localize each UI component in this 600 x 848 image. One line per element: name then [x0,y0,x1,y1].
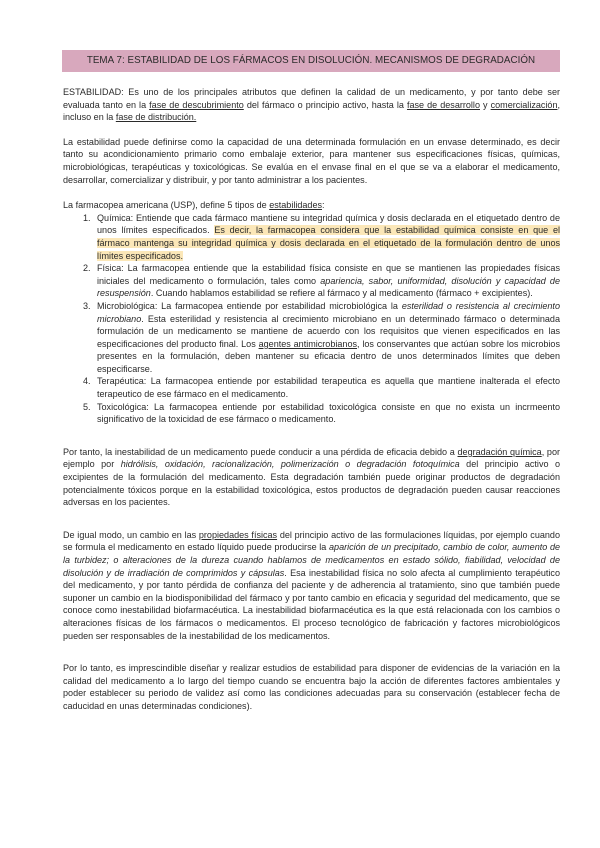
paragraph-propiedades-fisicas: De igual modo, un cambio en las propiedades físicas del principio activo de las formulaciones líquidas, por ejemplo cuando se formula el medicamento en estado líquido puede producirse la aparición de un precipitado, cambio de color, aumento de la turbidez; o alteraciones de la dureza cuando hablamos de medicamentos en estado sólido, fiabilidad, velocidad de disolución y de irradiación de comprimidos y cápsulas. Esa inestabilidad física no solo afecta al cumplimiento terapéutico del medicamento, y por tanto pérdida de confianza del paciente y de adherencia al tratamiento, sino que también puede suponer un cambio en la biodisponibilidad del fármaco y por tanto cambio en eficacia y seguridad del medicamento, que se conoce como inestabilidad biofarmacéutica. La inestabilidad biofarmacéutica es la que está relacionada con los cambios o alteraciones físicas de los fármacos o medicamentos. El proceso tecnológico de fabricación y factores microbiológicos pueden ser responsables de la inestabilidad de los medicamentos. [63,529,561,641]
link-fase-desarrollo: fase de desarrollo [406,99,480,110]
document-body [63,86,560,713]
list-item-microbiologica: 3. Microbiológica: La farmacopea entiende por estabilidad microbiológica la esterilidad o resistencia al crecimiento microbiano. Esta esterilidad y resistencia al crecimiento microbiano en un determinado fármaco o determinada formulación de un medicamento se mantiene de acuerdo con los requisitos que vienen especificados en las especificaciones del producto final. Los agentes antimicrobianos, los conservantes que actúan sobre los microbios presentes en la formulación, deben mantener su eficacia dentro de unos determinados límites que deben especificarse. [93,300,560,376]
list-item-fisica: 2. Física: La farmacopea entiende que la estabilidad física consiste en que se mantienen las propiedades físicas iniciales del medicamento o formulación, tales como apariencia, sabor, uniformidad, disolución y capacidad de resuspensión. Cuando hablamos estabilidad se refiere al fármaco y al medicamento (fármaco + excipientes). [93,262,560,300]
paragraph-estabilidad: ESTABILIDAD: Es uno de los principales atributos que definen la calidad de un medicamento, y por tanto debe ser evaluada tanto en la fase de descubrimiento del fármaco o principio activo, hasta la fase de desarrollo y comercialización, incluso en la fase de distribución. [63,87,560,123]
highlighted-text: Es decir, la farmacopea considera que la estabilidad química consiste en que el fármaco mantenga su integridad química y dosis declarada en el etiquetado de la formulación dentro de unos límites especificados. [97,225,560,261]
term-agentes-antimicrobianos: agentes antimicrobianos [258,338,357,349]
paragraph-degradacion: Por tanto, la inestabilidad de un medicamento puede conducir a una pérdida de eficacia debido a degradación química, por ejemplo por hidrólisis, oxidación, racionalización, polimerización o degradación fotoquímica del principio activo o excipientes de la formulación del medicamento. Esta degradación también puede originar productos de degradación potencialmente tóxicos porque en la estabilidad toxicológica, estos productos de degradación pueden causar reacciones adversas en los pacientes. [63,446,561,508]
link-fase-descubrimiento: fase de descubrimiento [149,99,244,110]
paragraph-definicion: La estabilidad puede definirse como la capacidad de una determinada formulación en un envase determinado, es decir tanto su acondicionamiento primario como embalaje exterior, para mantener sus especificaciones físicas, químicas, microbiológicas, terapéuticas y toxicológicas. Se evalúa en el envase final en el que se va a elaborar el medicamento, desarrollar, comercializar y distribuir, y por tanto administrar a los pacientes. [63,136,560,185]
link-comercializacion: comercialización, [490,99,560,110]
term-degradacion-quimica: degradación química [457,446,542,457]
page-title: TEMA 7: ESTABILIDAD DE LOS FÁRMACOS EN DISOLUCIÓN. MECANISMOS DE DEGRADACIÓN [62,50,560,72]
stability-types-list [63,212,560,426]
link-fase-distribucion: fase de distribución. [115,112,197,123]
term-estabilidades: estabilidades [269,200,322,211]
term-propiedades-fisicas: propiedades físicas [198,529,278,540]
list-item-terapeutica: 4. Terapéutica: La farmacopea entiende por estabilidad terapeutica es aquella que mantiene inalterada el efecto terapeutico de ese fármaco en el medicamento. [93,375,560,400]
paragraph-conclusion: Por lo tanto, es imprescindible diseñar y realizar estudios de estabilidad para disponer de evidencias de la variación en la calidad del medicamento a lo largo del tiempo cuando se encuentra bajo la acción de diferentes factores ambientales y poder establecer su periodo de validez así como las condiciones adecuadas para su conservación (establecer fecha de caducidad en unas determinadas condiciones). [63,663,560,711]
list-item-toxicologica: 5. Toxicológica: La farmacopea entiende por estabilidad toxicológica consiste en que no exista un incrmeento significativo de la toxicidad de ese fármaco o medicamento. [93,401,560,426]
list-item-quimica: 1. Química: Entiende que cada fármaco mantiene su integridad química y dosis declarada en el etiquetado dentro de unos límites especificados. Es decir, la farmacopea considera que la estabilidad química consiste en que el fármaco mantenga su integridad química y dosis declarada en el etiquetado de la formulación dentro de unos límites especificados. [93,212,560,262]
paragraph-usp-intro: La farmacopea americana (USP), define 5 tipos de estabilidades: [63,200,325,211]
term-estabilidad: ESTABILIDAD [63,87,122,97]
